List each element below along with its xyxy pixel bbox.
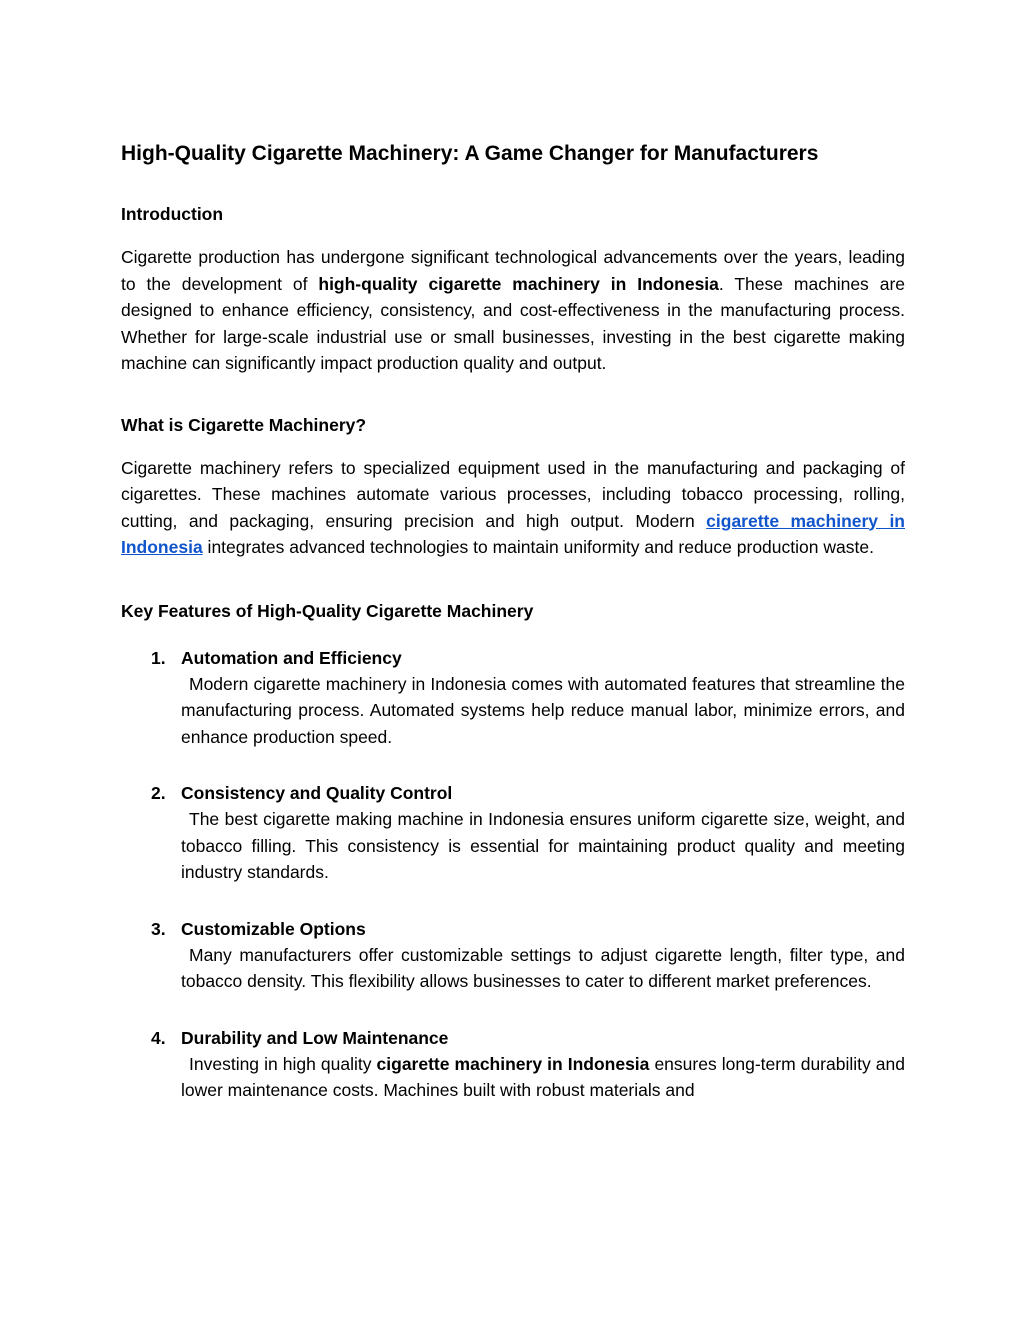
feature-body: The best cigarette making machine in Indonesia ensures uniform cigarette size, weight, and tobacco filling. This consistency is essential for maintaining product quality and meeting industry standards. bbox=[181, 809, 905, 882]
feature-number: 4. bbox=[151, 1027, 166, 1048]
feature-item bbox=[121, 1025, 905, 1104]
feature-body: Modern cigarette machinery in Indonesia comes with automated features that streamline the manufacturing process. Automated systems help reduce manual labor, minimize errors, and enhance production speed. bbox=[181, 673, 905, 747]
section-heading-key-features: Key Features of High-Quality Cigarette Machinery bbox=[121, 600, 534, 621]
section-heading-introduction: Introduction bbox=[121, 204, 224, 224]
feature-title: Consistency and Quality Control bbox=[181, 783, 453, 803]
intro-bold-phrase: high-quality cigarette machinery in Indonesia bbox=[318, 273, 719, 294]
feature-body-bold: cigarette machinery in Indonesia bbox=[376, 1053, 650, 1074]
cigarette-machinery-link[interactable]: cigarette machinery in Indonesia bbox=[121, 510, 905, 557]
intro-text-end: . These machines are designed to enhance efficiency, consistency, and cost-effectiveness in the manufacturing process. Whether for large-scale industrial use or small businesses, investing in the best cigarette making machine can significantly impact production quality and output. bbox=[121, 273, 906, 373]
what-is-paragraph bbox=[121, 455, 905, 561]
introduction-paragraph bbox=[121, 244, 905, 377]
what-text-start: Cigarette machinery refers to specialized equipment used in the manufacturing and packaging of cigarettes. These machines automate various processes, including tobacco processing, rolling, cutting, and packaging, ensuring precision and high output. Modern bbox=[121, 457, 905, 531]
feature-number: 3. bbox=[151, 918, 166, 939]
feature-list bbox=[121, 645, 905, 1104]
feature-body bbox=[181, 1051, 905, 1104]
feature-number: 2. bbox=[151, 783, 166, 803]
document-title: High-Quality Cigarette Machinery: A Game Changer for Manufacturers bbox=[121, 142, 819, 165]
feature-item bbox=[121, 916, 905, 995]
feature-body-start: Investing in high quality bbox=[189, 1053, 377, 1074]
what-text-end: integrates advanced technologies to maintain uniformity and reduce production waste. bbox=[202, 537, 874, 557]
intro-text-start: Cigarette production has undergone significant technological advancements over the years, leading to the development of bbox=[121, 247, 905, 294]
feature-title: Automation and Efficiency bbox=[181, 647, 402, 668]
feature-body-end: ensures long-term durability and lower maintenance costs. Machines built with robust materials and bbox=[181, 1053, 905, 1100]
feature-body: Many manufacturers offer customizable settings to adjust cigarette length, filter type, and tobacco density. This flexibility allows businesses to cater to different market preferences. bbox=[181, 944, 905, 991]
feature-number: 1. bbox=[151, 647, 166, 668]
feature-title: Durability and Low Maintenance bbox=[181, 1027, 449, 1048]
document-page bbox=[121, 140, 905, 1134]
feature-title: Customizable Options bbox=[181, 918, 366, 939]
section-heading-what-is: What is Cigarette Machinery? bbox=[121, 414, 367, 435]
feature-item bbox=[121, 645, 905, 751]
feature-item bbox=[121, 780, 905, 886]
